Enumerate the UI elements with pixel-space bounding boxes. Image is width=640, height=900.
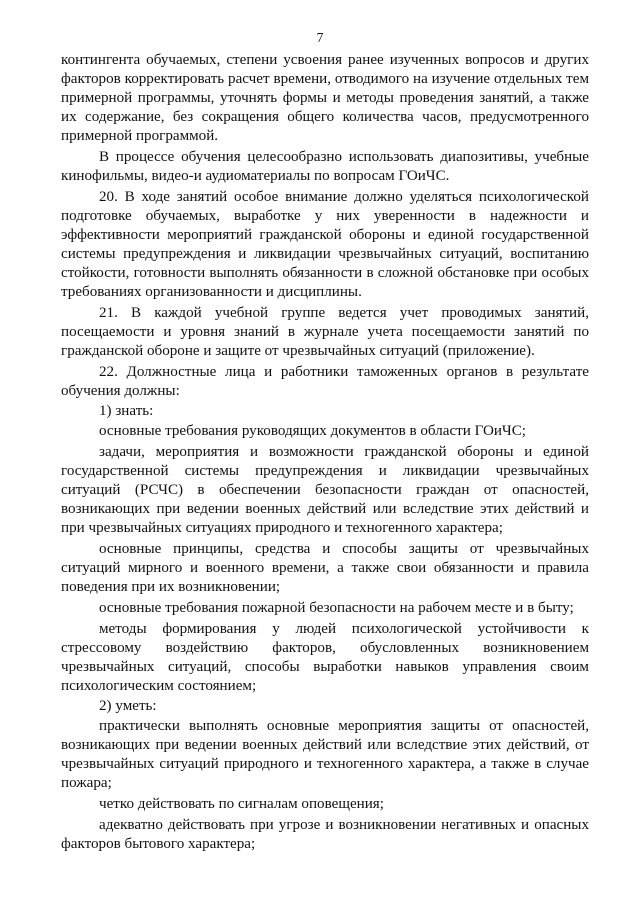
know-item: основные требования пожарной безопасности на рабочем месте и в быту; (99, 600, 574, 616)
document-body (61, 51, 589, 854)
paragraph-item-21: 21. В каждой учебной группе ведется учет проводимых занятий, посещаемости и уровня знаний в журнале учета посещаемости занятий по гражданской обороне и защите от чрезвычайных ситуаций (приложение). (61, 305, 589, 359)
paragraph-item-20: 20. В ходе занятий особое внимание должно уделяться психологической подготовке обучаемых, выработке у них уверенности в надежности и эффективности мероприятий гражданской обороны и единой государственной системы предупреждения и ликвидации чрезвычайных ситуаций, воспитанию стойкости, готовности выполнять обязанности в сложной обстановке при особых требованиях организованности и дисциплины. (61, 189, 589, 300)
can-item: адекватно действовать при угрозе и возникновении негативных и опасных факторов бытового характера; (61, 817, 589, 852)
know-item: методы формирования у людей психологической устойчивости к стрессовому воздействию факторов, обусловленных возникновением чрезвычайных ситуаций, способы выработки навыков управления своим психологическим состоянием; (61, 621, 589, 694)
can-item: четко действовать по сигналам оповещения; (99, 796, 384, 812)
page-number: 7 (316, 30, 324, 45)
paragraph-teaching-materials: В процессе обучения целесообразно использовать диапозитивы, учебные кинофильмы, видео-и аудиоматериалы по вопросам ГОиЧС. (61, 149, 589, 184)
know-item: задачи, мероприятия и возможности гражданской обороны и единой государственной системы предупреждения и ликвидации чрезвычайных ситуаций (РСЧС) в обеспечении безопасности граждан от опасностей, возникающих при ведении военных действий или вследствие этих действий и при чрезвычайных ситуациях природного и техногенного характера; (61, 444, 589, 536)
can-heading: 2) уметь: (99, 698, 157, 714)
can-item: практически выполнять основные мероприятия защиты от опасностей, возникающих при ведении военных действий или вследствие этих действий, от чрезвычайных ситуаций природного и техногенного характера, а также в случае пожара; (61, 718, 589, 791)
know-heading: 1) знать: (99, 403, 154, 419)
paragraph-continuation: контингента обучаемых, степени усвоения ранее изученных вопросов и других факторов корректировать расчет времени, отводимого на изучение отдельных тем примерной программы, уточнять формы и методы проведения занятий, а также их содержание, без сокращения общего количества часов, предусмотренного примерной программой. (61, 52, 589, 144)
know-item: основные требования руководящих документов в области ГОиЧС; (99, 423, 526, 439)
know-item: основные принципы, средства и способы защиты от чрезвычайных ситуаций мирного и военного времени, а также свои обязанности и правила поведения при их возникновении; (61, 541, 589, 595)
paragraph-item-22: 22. Должностные лица и работники таможенных органов в результате обучения должны: (61, 364, 589, 399)
